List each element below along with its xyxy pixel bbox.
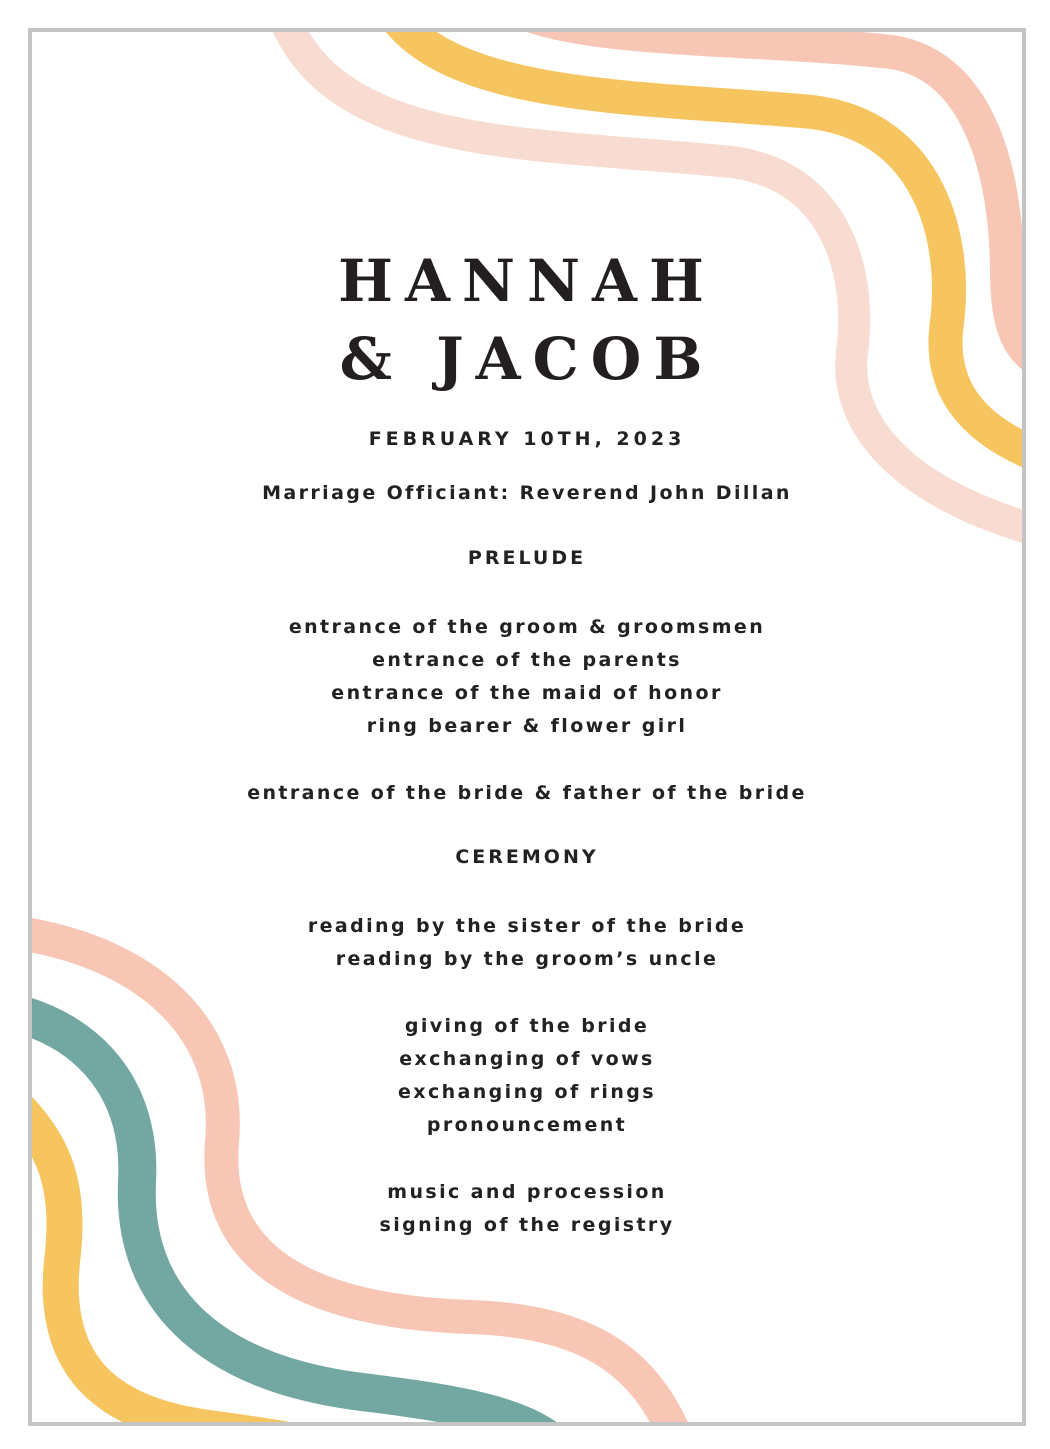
ceremony-item: reading by the sister of the bride [307,915,747,937]
ceremony-heading: CEREMONY [455,846,599,868]
ceremony-item: reading by the groom’s uncle [335,948,719,970]
ceremony-item: signing of the registry [379,1214,675,1236]
ceremony-item: giving of the bride [404,1015,650,1037]
couple-name-line2: & JACOB [339,325,715,393]
prelude-item: entrance of the bride & father of the bride [247,782,807,804]
program-card [28,28,1026,1426]
prelude-item: entrance of the groom & groomsmen [288,616,766,638]
wedding-date: FEBRUARY 10TH, 2023 [368,428,686,450]
prelude-heading: PRELUDE [467,547,587,569]
wave-top-mustard [392,32,1022,457]
prelude-item: entrance of the maid of honor [331,682,723,704]
ceremony-item: exchanging of rings [398,1081,656,1103]
ceremony-item: exchanging of vows [399,1048,655,1070]
prelude-item: entrance of the parents [372,649,682,671]
couple-name-line1: HANNAH [338,247,716,315]
ceremony-item: pronouncement [426,1114,628,1136]
prelude-item: ring bearer & flower girl [366,715,688,737]
officiant-line: Marriage Officiant: Reverend John Dillan [262,482,792,504]
ceremony-item: music and procession [387,1181,667,1203]
